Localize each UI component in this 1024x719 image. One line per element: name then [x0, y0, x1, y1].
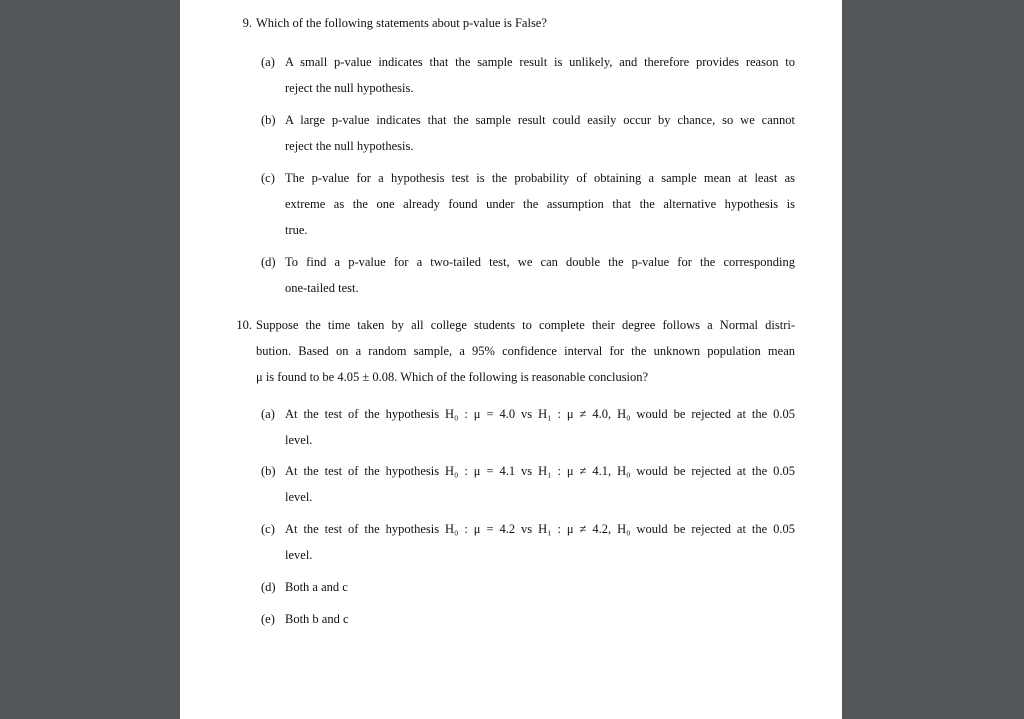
q10-option-a-line-2: level.: [285, 433, 313, 447]
q10-stem-line-2: bution. Based on a random sample, a 95% confidence interval for the unknown population mean: [256, 344, 795, 358]
q10-option-b-line-1: At the test of the hypothesis H₀ : μ = 4.1 vs H₁ : μ ≠ 4.1, H₀ would be rejected at the 0.05: [285, 464, 795, 478]
q9-option-c-line-3: true.: [285, 223, 308, 237]
q9-option-b-line-1: A large p-value indicates that the sample result could easily occur by chance, so we cannot: [285, 113, 795, 127]
q10-option-a-label: (a): [261, 407, 275, 421]
q9-option-d-label: (d): [261, 255, 276, 269]
document-page: [180, 0, 842, 719]
q9-option-a-label: (a): [261, 55, 275, 69]
q10-stem-line-1: Suppose the time taken by all college students to complete their degree follows a Normal distri-: [256, 318, 795, 332]
q10-option-b-line-2: level.: [285, 490, 313, 504]
q10-option-e-label: (e): [261, 612, 275, 626]
q10-option-d-label: (d): [261, 580, 276, 594]
q10-option-d-line-1: Both a and c: [285, 580, 348, 594]
q9-option-c-line-2: extreme as the one already found under the assumption that the alternative hypothesis is: [285, 197, 795, 211]
q9-option-c-label: (c): [261, 171, 275, 185]
q9-option-a-line-2: reject the null hypothesis.: [285, 81, 414, 95]
q10-option-a-line-1: At the test of the hypothesis H₀ : μ = 4.0 vs H₁ : μ ≠ 4.0, H₀ would be rejected at the 0.05: [285, 407, 795, 421]
q9-option-a-line-1: A small p-value indicates that the sample result is unlikely, and therefore provides reason to: [285, 55, 795, 69]
q9-option-d-line-1: To find a p-value for a two-tailed test, we can double the p-value for the corresponding: [285, 255, 795, 269]
q10-stem-line-3: μ is found to be 4.05 ± 0.08. Which of the following is reasonable conclusion?: [256, 370, 649, 384]
q10-option-c-line-1: At the test of the hypothesis H₀ : μ = 4.2 vs H₁ : μ ≠ 4.2, H₀ would be rejected at the 0.05: [285, 522, 795, 536]
q10-option-e-line-1: Both b and c: [285, 612, 349, 626]
q10-option-b-label: (b): [261, 464, 276, 478]
q9-option-d-line-2: one-tailed test.: [285, 281, 359, 295]
q9-number: 9.: [242, 16, 252, 30]
q10-number: 10.: [236, 318, 252, 332]
q10-option-c-label: (c): [261, 522, 275, 536]
q9-option-b-line-2: reject the null hypothesis.: [285, 139, 414, 153]
q9-stem: Which of the following statements about p-value is False?: [256, 16, 547, 30]
q9-option-b-label: (b): [261, 113, 276, 127]
q9-option-c-line-1: The p-value for a hypothesis test is the probability of obtaining a sample mean at least as: [285, 171, 795, 185]
q10-option-c-line-2: level.: [285, 548, 313, 562]
